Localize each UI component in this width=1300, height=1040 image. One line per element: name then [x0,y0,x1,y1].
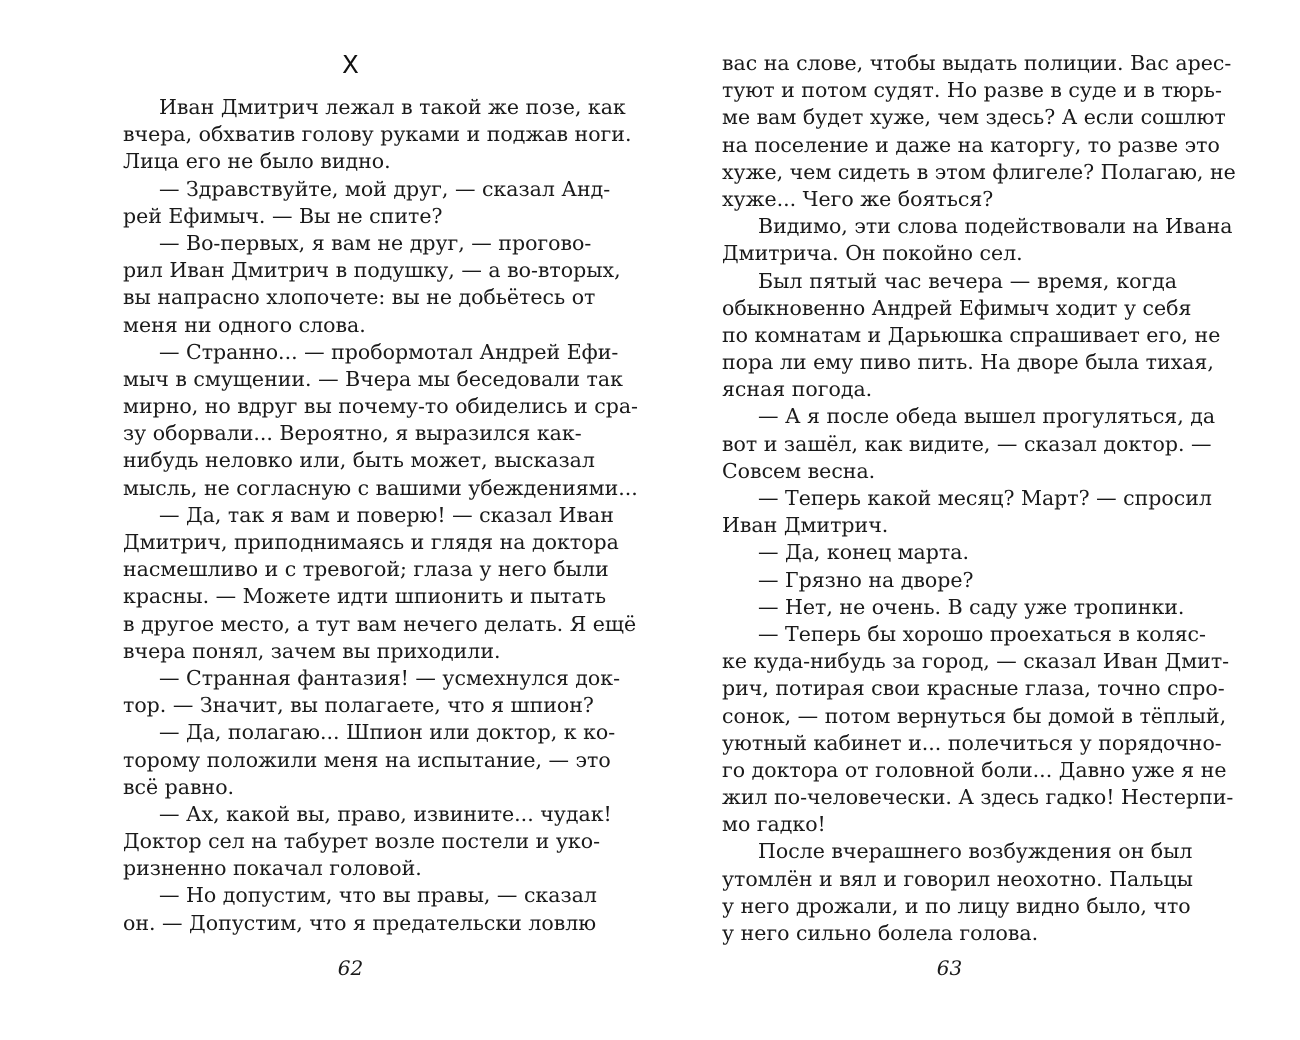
text-line: — Во-первых, я вам не друг, — прогово- [159,230,592,255]
text-line: на поселение и даже на каторгу, то разве это [722,132,1220,157]
text-line: нибудь неловко или, быть может, высказал [123,448,595,473]
text-line: хуже... Чего же бояться? [722,186,994,211]
text-line: вас на слове, чтобы выдать полиции. Вас арес- [722,51,1232,75]
text-line: у него дрожали, и по лицу видно было, что [722,893,1191,918]
text-line: рей Ефимыч. — Вы не спите? [123,203,443,228]
text-line: Доктор сел на табурет возле постели и уко- [123,829,600,854]
text-line: Видимо, эти слова подействовали на Ивана [758,214,1233,239]
page-number-left: 62 [337,956,364,980]
text-line: рил Иван Дмитрич в подушку, — а во-вторых, [123,258,621,283]
text-line: ясная погода. [722,377,873,402]
text-line: вы напрасно хлопочете: вы не добьётесь от [123,285,596,310]
text-line: пора ли ему пиво пить. На дворе была тихая, [722,350,1214,375]
text-line: Дмитрича. Он покойно сел. [722,241,1023,266]
text-line: ме вам будет хуже, чем здесь? А если сошлют [722,105,1226,130]
text-line: Лица его не было видно. [123,149,391,174]
text-line: Иван Дмитрич. [722,513,889,538]
text-line: вот и зашёл, как видите, — сказал доктор. — [722,431,1212,456]
text-line: всё равно. [123,774,235,799]
text-line: обыкновенно Андрей Ефимыч ходит у себя [722,295,1192,320]
text-line: рич, потирая свои красные глаза, точно спро- [722,676,1225,701]
text-line: насмешливо и с тревогой; глаза у него были [123,557,609,582]
left-page-text [123,50,638,937]
text-line: — Ах, какой вы, право, извините... чудак! [159,801,612,826]
text-line: Дмитрич, приподнимаясь и глядя на доктора [123,530,619,554]
text-line: — Нет, не очень. В саду уже тропинки. [758,594,1185,619]
text-line: — Здравствуйте, мой друг, — сказал Анд- [159,176,611,201]
text-line: он. — Допустим, что я предательски ловлю [123,910,597,935]
text-line: зу оборвали... Вероятно, я выразился как- [123,421,582,446]
text-line: уютный кабинет и... полечиться у порядочно- [722,730,1222,755]
text-line: — А я после обеда вышел прогуляться, да [758,404,1216,429]
right-page-text [722,50,1236,947]
text-line: — Да, полагаю... Шпион или доктор, к ко- [159,720,616,745]
text-line: — Странная фантазия! — усмехнулся док- [159,665,620,690]
text-line: по комнатам и Дарьюшка спрашивает его, не [722,322,1221,347]
text-line: туют и потом судят. Но разве в суде и в тюрь- [722,78,1222,103]
text-line: вчера понял, зачем вы приходили. [123,638,501,663]
text-line: красны. — Можете идти шпионить и пытать [123,584,607,609]
text-line: мирно, но вдруг вы почему-то обиделись и сра- [123,394,638,419]
text-line: Был пятый час вечера — время, когда [758,268,1177,293]
right-page [650,0,1300,1040]
text-line: — Странно... — пробормотал Андрей Ефи- [159,339,619,364]
text-line: ризненно покачал головой. [123,856,422,881]
chapter-heading: X [342,52,359,82]
text-line: — Теперь какой месяц? Март? — спросил [758,486,1212,510]
text-line: — Теперь бы хорошо проехаться в коляс- [758,621,1206,646]
text-line: хуже, чем сидеть в этом флигеле? Полагаю, не [722,159,1236,184]
page-number-right: 63 [936,956,963,980]
text-line: ке куда-нибудь за город, — сказал Иван Дмит- [722,649,1230,674]
text-line: мо гадко! [722,812,826,837]
text-line: меня ни одного слова. [123,312,366,337]
text-line: — Да, так я вам и поверю! — сказал Иван [159,502,614,527]
text-line: у него сильно болела голова. [722,921,1039,945]
text-line: тор. — Значит, вы полагаете, что я шпион? [123,693,594,718]
text-line: — Да, конец марта. [758,540,969,565]
text-line: мыч в смущении. — Вчера мы беседовали так [123,366,623,391]
text-line: После вчерашнего возбуждения он был [758,839,1193,864]
text-line: вчера, обхватив голову руками и поджав ноги. [123,122,632,147]
text-line: мысль, не согласную с вашими убеждениями... [123,475,638,500]
text-line: утомлён и вял и говорил неохотно. Пальцы [722,866,1193,891]
text-line: Иван Дмитрич лежал в такой же позе, как [159,95,626,119]
text-line: жил по-человечески. А здесь гадко! Нестерпи- [722,785,1234,810]
text-line: торому положили меня на испытание, — это [123,747,611,772]
text-line: го доктора от головной боли... Давно уже я не [722,757,1227,782]
text-line: — Грязно на дворе? [758,567,974,592]
text-line: Совсем весна. [722,458,876,483]
text-line: в другое место, а тут вам нечего делать. Я ещё [123,611,637,636]
text-line: — Но допустим, что вы правы, — сказал [159,883,597,908]
text-line: сонок, — потом вернуться бы домой в тёплый, [722,703,1227,728]
